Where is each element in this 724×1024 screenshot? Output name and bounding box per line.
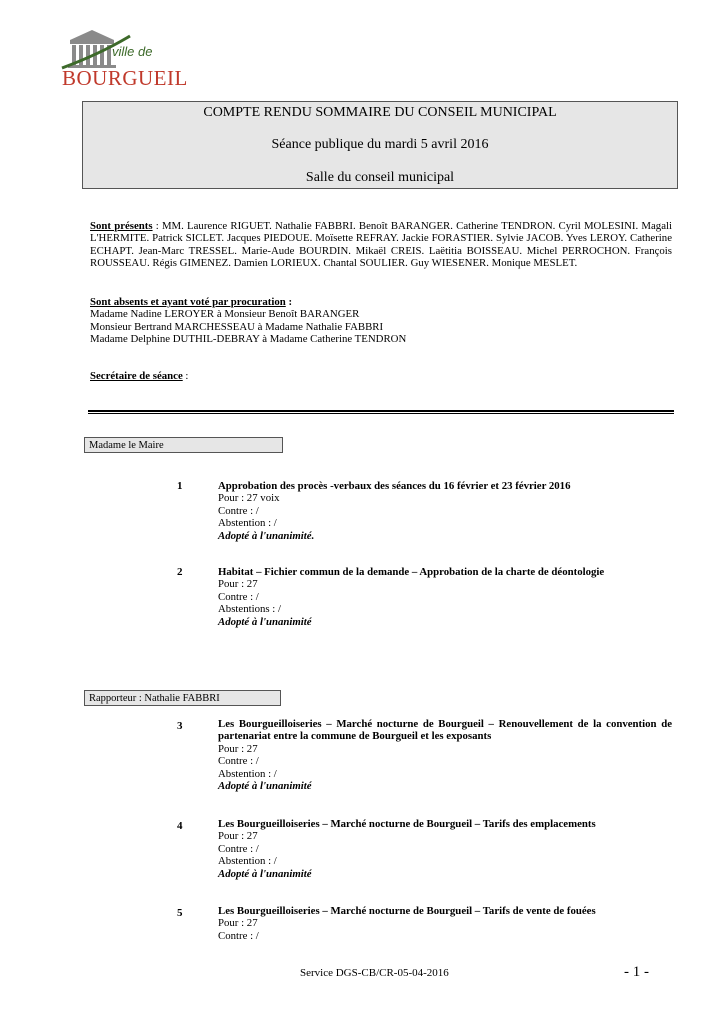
vote-for: Pour : 27 [218,742,258,755]
proxy-line: Madame Delphine DUTHIL-DEBRAY à Madame Catherine TENDRON [90,333,407,346]
vote-abstention: Abstention : / [218,767,277,780]
vote-for: Pour : 27 voix [218,492,280,505]
session-room: Salle du conseil municipal [305,170,455,185]
separator-line [88,410,674,412]
vote-for: Pour : 27 [218,830,258,843]
item-title: Habitat – Fichier commun de la demande – Approbation de la charte de déontologie [218,566,605,578]
separator-line [88,413,674,414]
item-title: Approbation des procès -verbaux des séances du 16 février et 23 février 2016 [218,480,571,492]
logo-text-big: BOURGUEIL [62,66,188,90]
proxy-line: Monsieur Bertrand MARCHESSEAU à Madame Nathalie FABBRI [90,320,384,333]
logo-text-small: ville de [112,44,153,59]
agenda-item [218,566,672,628]
item-number: 1 [177,480,183,492]
agenda-item [218,480,672,542]
item-number: 3 [177,720,183,732]
session-secretary [90,370,672,382]
speaker-box: Madame le Maire [84,437,283,453]
secretary-label: Secrétaire de séance [90,370,183,382]
vote-result: Adopté à l'unanimité [218,615,312,628]
vote-for: Pour : 27 [218,578,258,591]
vote-against: Contre : / [218,590,259,603]
header-box [82,101,678,189]
page-number: - 1 - [624,964,649,980]
proxy-line: Madame Nadine LEROYER à Monsieur Benoît BARANGER [90,308,360,321]
absent-members [90,296,672,346]
present-label: Sont présents [90,220,153,232]
absent-label: Sont absents et ayant voté par procuration [90,296,286,308]
vote-abstention: Abstentions : / [218,603,281,616]
item-title: Les Bourgueilloiseries – Marché nocturne de Bourgueil – Renouvellement de la convention de partenariat entre la commune de Bourgueil et les exposants [218,718,672,743]
present-list: : MM. Laurence RIGUET. Nathalie FABBRI. Benoît BARANGER. Catherine TENDRON. Cyril MOLESINI. Magali L'HERMITE. Patrick SICLET. Jacques PIEDOUE. Moïsette REFRAY. Jackie FORASTIER. Sylvie JACOB. Yves LEROY. Catherine ECHAPT. Jean-Marc TRESSEL. Marie-Aude BOURDIN. Mikaël CREIS. Laëtitia BOISSEAU. Michel PERROCHON. François ROUSSEAU. Régis GIMENEZ. Damien LORIEUX. Chantal SOULIER. Guy WIESENER. Monique MESLET. [90,220,672,270]
item-number: 4 [177,820,183,832]
vote-against: Contre : / [218,504,259,517]
agenda-item [218,818,672,880]
vote-abstention: Abstention : / [218,517,277,530]
absent-colon: : [285,296,293,308]
speaker-box: Rapporteur : Nathalie FABBRI [84,690,281,706]
footer-service: Service DGS-CB/CR-05-04-2016 [300,967,449,979]
vote-against: Contre : / [218,755,259,768]
item-title: Les Bourgueilloiseries – Marché nocturne de Bourgueil – Tarifs des emplacements [218,818,596,830]
present-members [90,220,672,270]
vote-against: Contre : / [218,929,259,942]
session-date: Séance publique du mardi 5 avril 2016 [271,137,489,152]
vote-against: Contre : / [218,842,259,855]
item-number: 2 [177,566,183,578]
agenda-item [218,718,672,792]
item-title: Les Bourgueilloiseries – Marché nocturne de Bourgueil – Tarifs de vente de fouées [218,905,596,917]
item-number: 5 [177,907,183,919]
vote-abstention: Abstention : / [218,855,277,868]
agenda-item [218,905,672,942]
secretary-colon: : [182,370,189,382]
vote-result: Adopté à l'unanimité. [218,529,315,542]
vote-result: Adopté à l'unanimité [218,867,312,880]
vote-for: Pour : 27 [218,917,258,930]
vote-result: Adopté à l'unanimité [218,780,312,793]
document-title: COMPTE RENDU SOMMAIRE DU CONSEIL MUNICIPAL [203,105,557,120]
